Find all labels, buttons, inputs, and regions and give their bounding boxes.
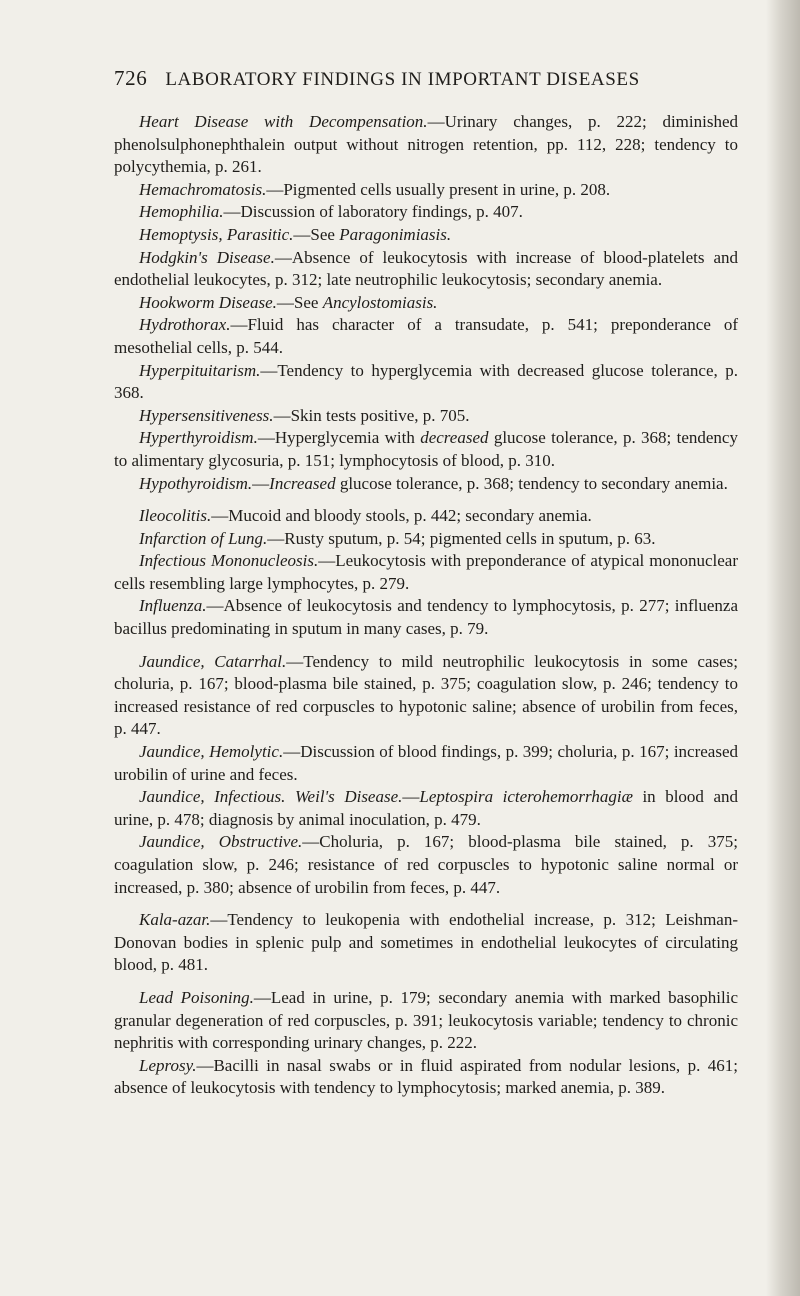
entry-term: Kala-azar.	[139, 910, 211, 930]
entry	[114, 224, 738, 247]
entry	[114, 550, 738, 595]
entry-text: —Mucoid and bloody stools, p. 442; secondary anemia.	[211, 506, 592, 526]
entry-term: Infarction of Lung.	[139, 528, 268, 548]
entry-text: —Bacilli in nasal swabs or in fluid aspirated from nodular lesions, p. 461; absence of leukocytosis with tendency to lymphocytosis; marked anemia, p. 389.	[114, 1055, 738, 1098]
entry-text-continued: in blood and urine, p. 478; diagnosis by animal inoculation, p. 479.	[114, 787, 739, 829]
entry-italic-text: Paragonimiasis.	[339, 224, 452, 244]
entry-text: —Tendency to mild neutrophilic leukocytosis in some cases; choluria, p. 167; blood-plasma bile stained, p. 375; coagulation slow, p. 246; tendency to increased resistance of red corpuscles to hypotonic saline; absence of urobilin from feces, p. 447.	[114, 651, 738, 739]
entry	[114, 1055, 738, 1100]
entry-term: Jaundice, Hemolytic.	[139, 742, 284, 762]
entry	[114, 741, 738, 786]
document-body	[114, 111, 738, 1100]
entry-text: —Urinary changes, p. 222; diminished phenolsulphonephthalein output without nitrogen retention, pp. 112, 228; tendency to polycythemia, p. 261.	[114, 112, 738, 177]
entry	[114, 314, 738, 359]
entry	[114, 831, 738, 899]
entry	[114, 201, 738, 224]
running-title: LABORATORY FINDINGS IN IMPORTANT DISEASES	[165, 69, 640, 90]
entry-text-continued: glucose tolerance, p. 368; tendency to secondary anemia.	[335, 473, 728, 493]
entry-italic-text: Increased	[269, 473, 336, 493]
entry	[114, 405, 738, 428]
entry	[114, 427, 738, 472]
entry-text: —Leukocytosis with preponderance of atypical mononuclear cells resembling large lymphocytes, p. 279.	[114, 551, 739, 593]
entry	[114, 247, 738, 292]
entry-text: —Rusty sputum, p. 54; pigmented cells in sputum, p. 63.	[267, 528, 656, 548]
entry-text: —Pigmented cells usually present in urine, p. 208.	[266, 179, 611, 199]
entry-term: Hemoptysis, Parasitic.	[139, 224, 294, 244]
entry-term: Hyperpituitarism.	[139, 360, 261, 380]
entry-text: —	[402, 787, 420, 807]
entry-term: Hodgkin's Disease.	[139, 247, 275, 267]
entry-text: —Tendency to leukopenia with endothelial increase, p. 312; Leishman-Donovan bodies in splenic pulp and sometimes in endothelial leukocytes of circulating blood, p. 481.	[114, 910, 738, 975]
entry-text-continued: glucose tolerance, p. 368; tendency to alimentary glycosuria, p. 151; lymphocytosis of blood, p. 310.	[114, 428, 738, 470]
entry-italic-text: Leptospira icterohemorrhagiæ	[419, 787, 633, 807]
entry-text: —Discussion of blood findings, p. 399; choluria, p. 167; increased urobilin of urine and feces.	[114, 742, 738, 784]
entry-text: —Fluid has character of a transudate, p. 541; preponderance of mesothelial cells, p. 544.	[114, 315, 738, 357]
entry-text: —See	[293, 224, 340, 244]
entry-term: Jaundice, Obstructive.	[139, 832, 303, 852]
entry-term: Hydrothorax.	[139, 315, 231, 335]
entry-italic-text: Ancylostomiasis.	[322, 292, 438, 312]
entry-text: —Absence of leukocytosis with increase of blood-platelets and endothelial leukocytes, p. 312; late neutrophilic leukocytosis; secondary anemia.	[114, 247, 738, 290]
page-edge-shadow	[766, 0, 800, 1296]
entry-term: Hookworm Disease.	[139, 292, 277, 312]
running-header	[114, 66, 734, 91]
entry-term: Hemachromatosis.	[139, 179, 267, 199]
entry-term: Jaundice, Infectious. Weil's Disease.	[139, 787, 403, 807]
entry-term: Hypothyroidism.	[139, 473, 253, 493]
entry-text: —See	[276, 292, 323, 312]
entry-text: —Tendency to hyperglycemia with decreased glucose tolerance, p. 368.	[114, 360, 738, 403]
entry-term: Hemophilia.	[139, 202, 224, 222]
entry-term: Influenza.	[139, 596, 207, 616]
entry-text: —	[252, 473, 270, 493]
entry-term: Infectious Mononucleosis.	[139, 551, 319, 571]
entry	[114, 909, 738, 977]
entry	[114, 473, 738, 496]
entry-term: Ileocolitis.	[139, 506, 212, 526]
entry	[114, 360, 738, 405]
entry-text: —Lead in urine, p. 179; secondary anemia with marked basophilic granular degeneration of red corpuscles, p. 391; leukocytosis variable; tendency to chronic nephritis with corresponding urinary changes, p. 222.	[114, 987, 739, 1053]
entry	[114, 987, 738, 1055]
entry-text: —Choluria, p. 167; blood-plasma bile stained, p. 375; coagulation slow, p. 246; resistance of red corpuscles to hypotonic saline normal or increased, p. 380; absence of urobilin from feces, p. 447.	[114, 832, 738, 897]
entry	[114, 505, 738, 528]
entry-italic-text: decreased	[420, 428, 489, 448]
entry	[114, 595, 738, 640]
entry-text: —Hyperglycemia with	[257, 428, 421, 448]
entry-term: Jaundice, Catarrhal.	[139, 651, 287, 671]
entry-term: Heart Disease with Decompensation.	[139, 112, 428, 131]
entry-text: —Absence of leukocytosis and tendency to lymphocytosis, p. 277; influenza bacillus predominating in sputum in many cases, p. 79.	[114, 596, 738, 639]
entry	[114, 179, 738, 202]
entry	[114, 786, 738, 831]
entry-term: Hypersensitiveness.	[139, 405, 274, 425]
entry-text: —Discussion of laboratory findings, p. 407.	[223, 202, 523, 222]
entry-term: Hyperthyroidism.	[139, 428, 258, 448]
entry	[114, 292, 738, 315]
page-number: 726	[114, 66, 148, 90]
entry	[114, 111, 738, 179]
entry-text: —Skin tests positive, p. 705.	[273, 405, 470, 425]
entry-term: Leprosy.	[139, 1055, 197, 1075]
entry-term: Lead Poisoning.	[139, 987, 254, 1007]
entry	[114, 528, 738, 551]
entry	[114, 651, 738, 741]
